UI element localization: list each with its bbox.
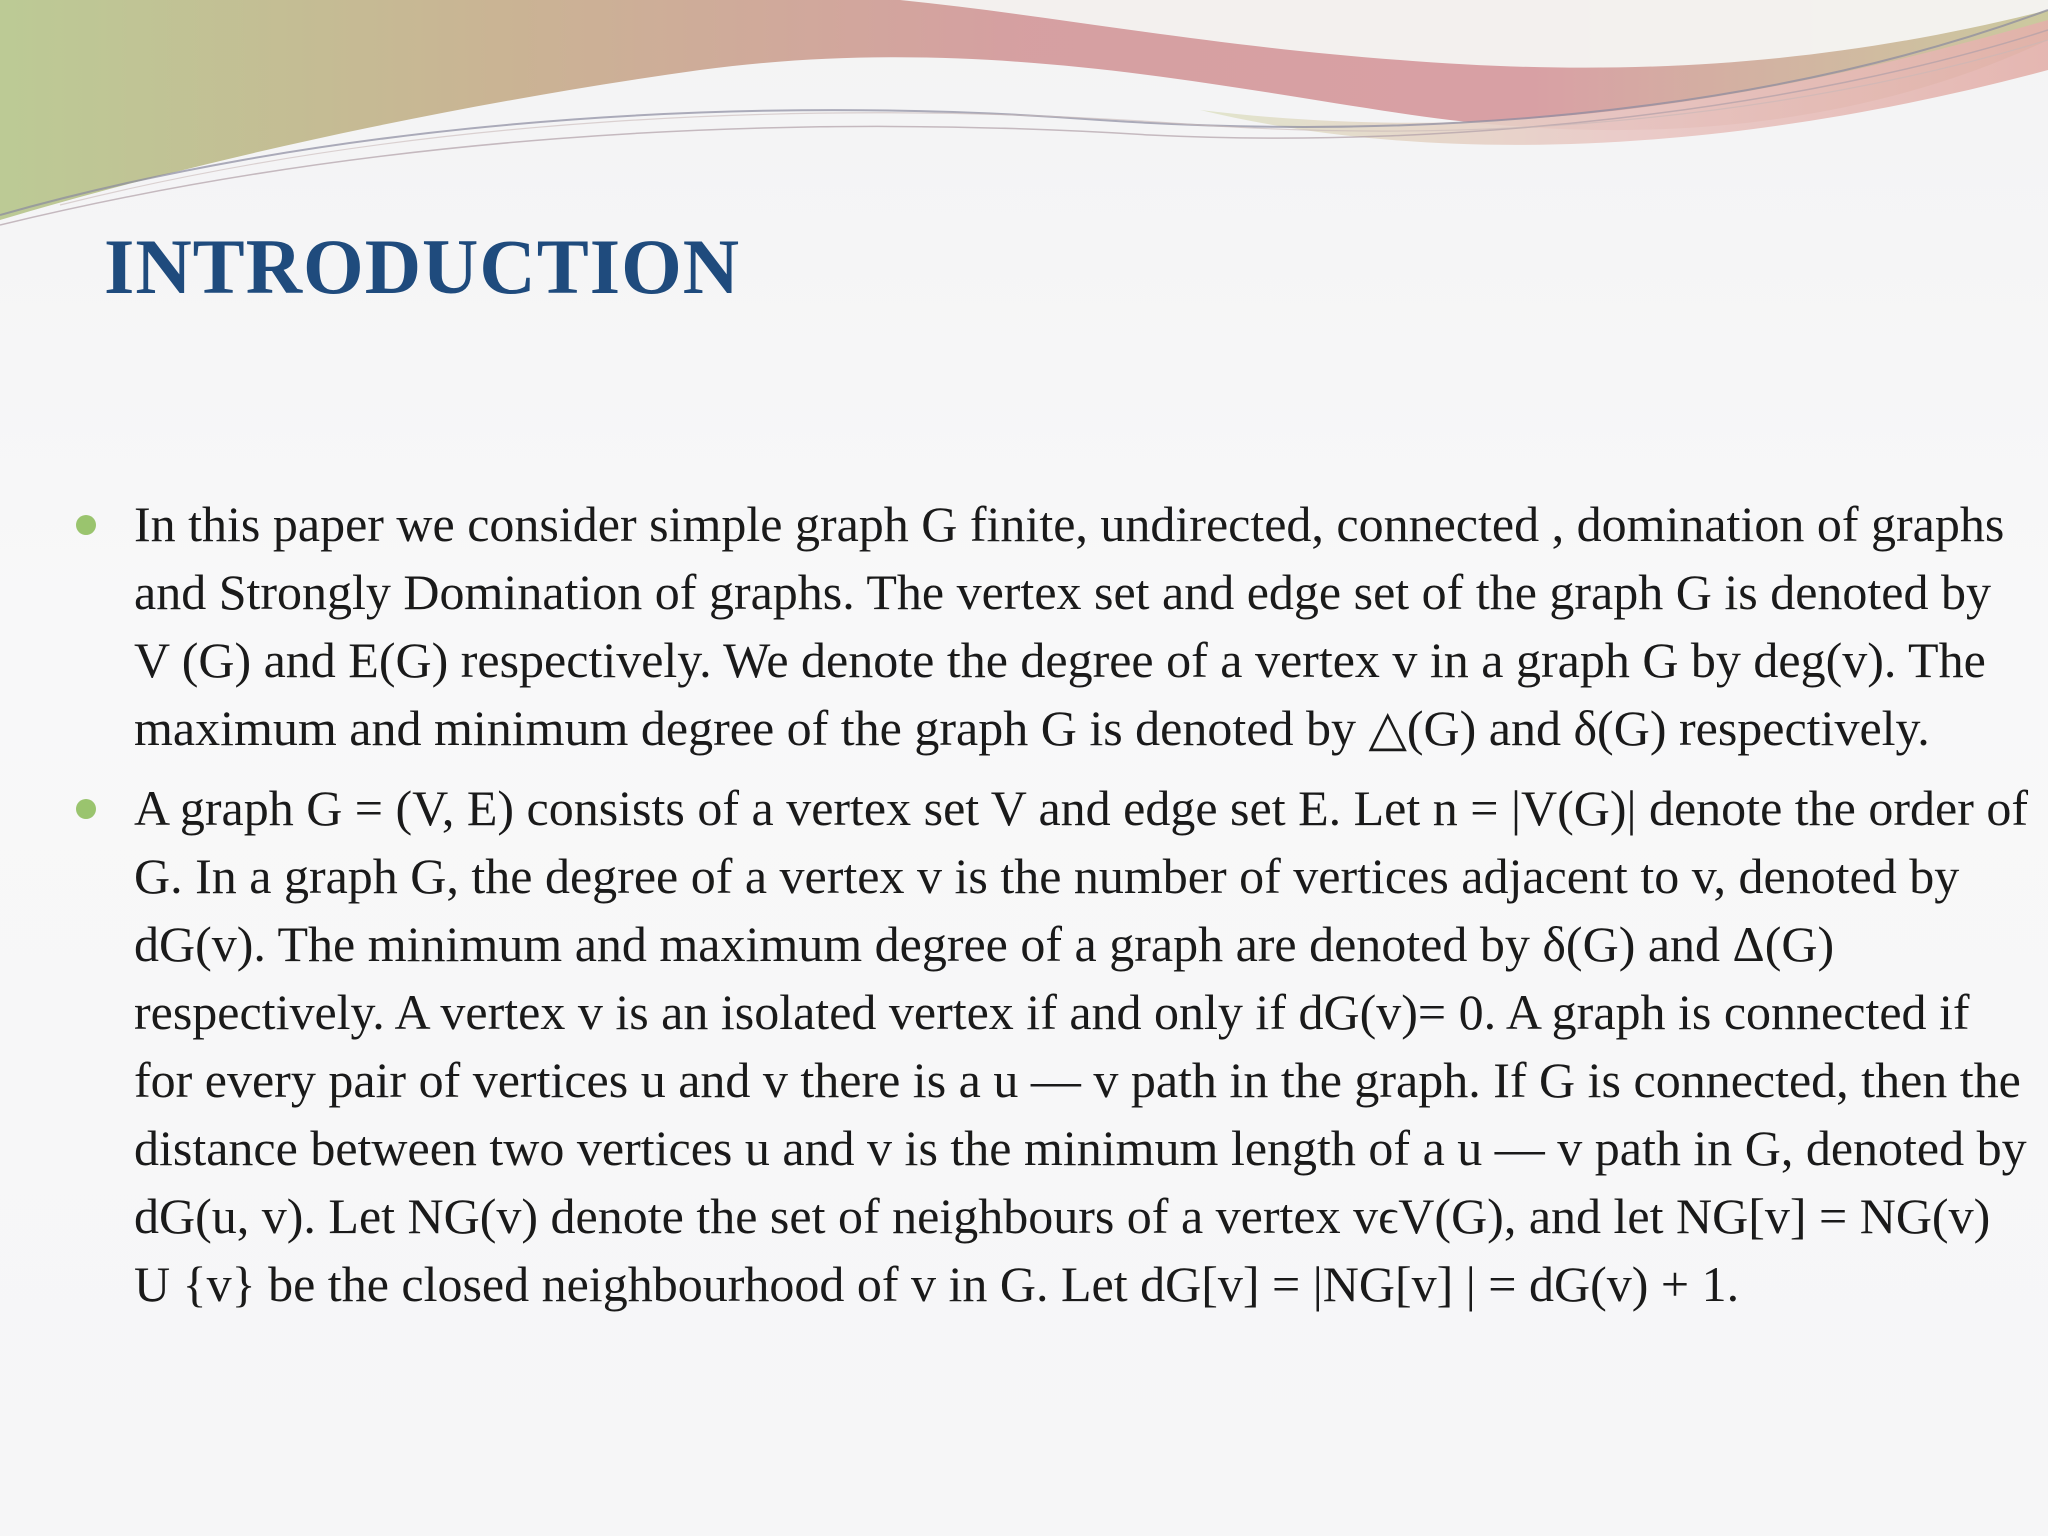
bullet-item (72, 490, 2032, 762)
bullet-list (72, 490, 2032, 1330)
bullet-item (72, 774, 2032, 1318)
bullet-text: A graph G = (V, E) consists of a vertex set V and edge set E. Let n = |V(G)| denote the order of G. In a graph G, the degree of a vertex v is the number of vertices adjacent to v, denoted by dG(v). The minimum and maximum degree of a graph are denoted by δ(G) and Δ(G) respectively. A vertex v is an isolated vertex if and only if dG(v)= 0. A graph is connected if for every pair of vertices u and v there is a u — v path in the graph. If G is connected, then the distance between two vertices u and v is the minimum length of a u — v path in G, denoted by dG(u, v). Let NG(v) denote the set of neighbours of a vertex vϵV(G), and let NG[v] = NG(v) U {v} be the closed neighbourhood of v in G. Let dG[v] = |NG[v] | = dG(v) + 1. (134, 780, 2028, 1312)
slide-title: INTRODUCTION (104, 223, 741, 310)
bullet-icon (76, 515, 96, 535)
header-wave-decoration (0, 0, 2048, 240)
bullet-icon (76, 799, 96, 819)
bullet-text: In this paper we consider simple graph G finite, undirected, connected , domination of graphs and Strongly Domination of graphs. The vertex set and edge set of the graph G is denoted by V (G) and E(G) respectively. We denote the degree of a vertex v in a graph G by deg(v). The maximum and minimum degree of the graph G is denoted by △(G) and δ(G) respectively. (134, 496, 2005, 756)
